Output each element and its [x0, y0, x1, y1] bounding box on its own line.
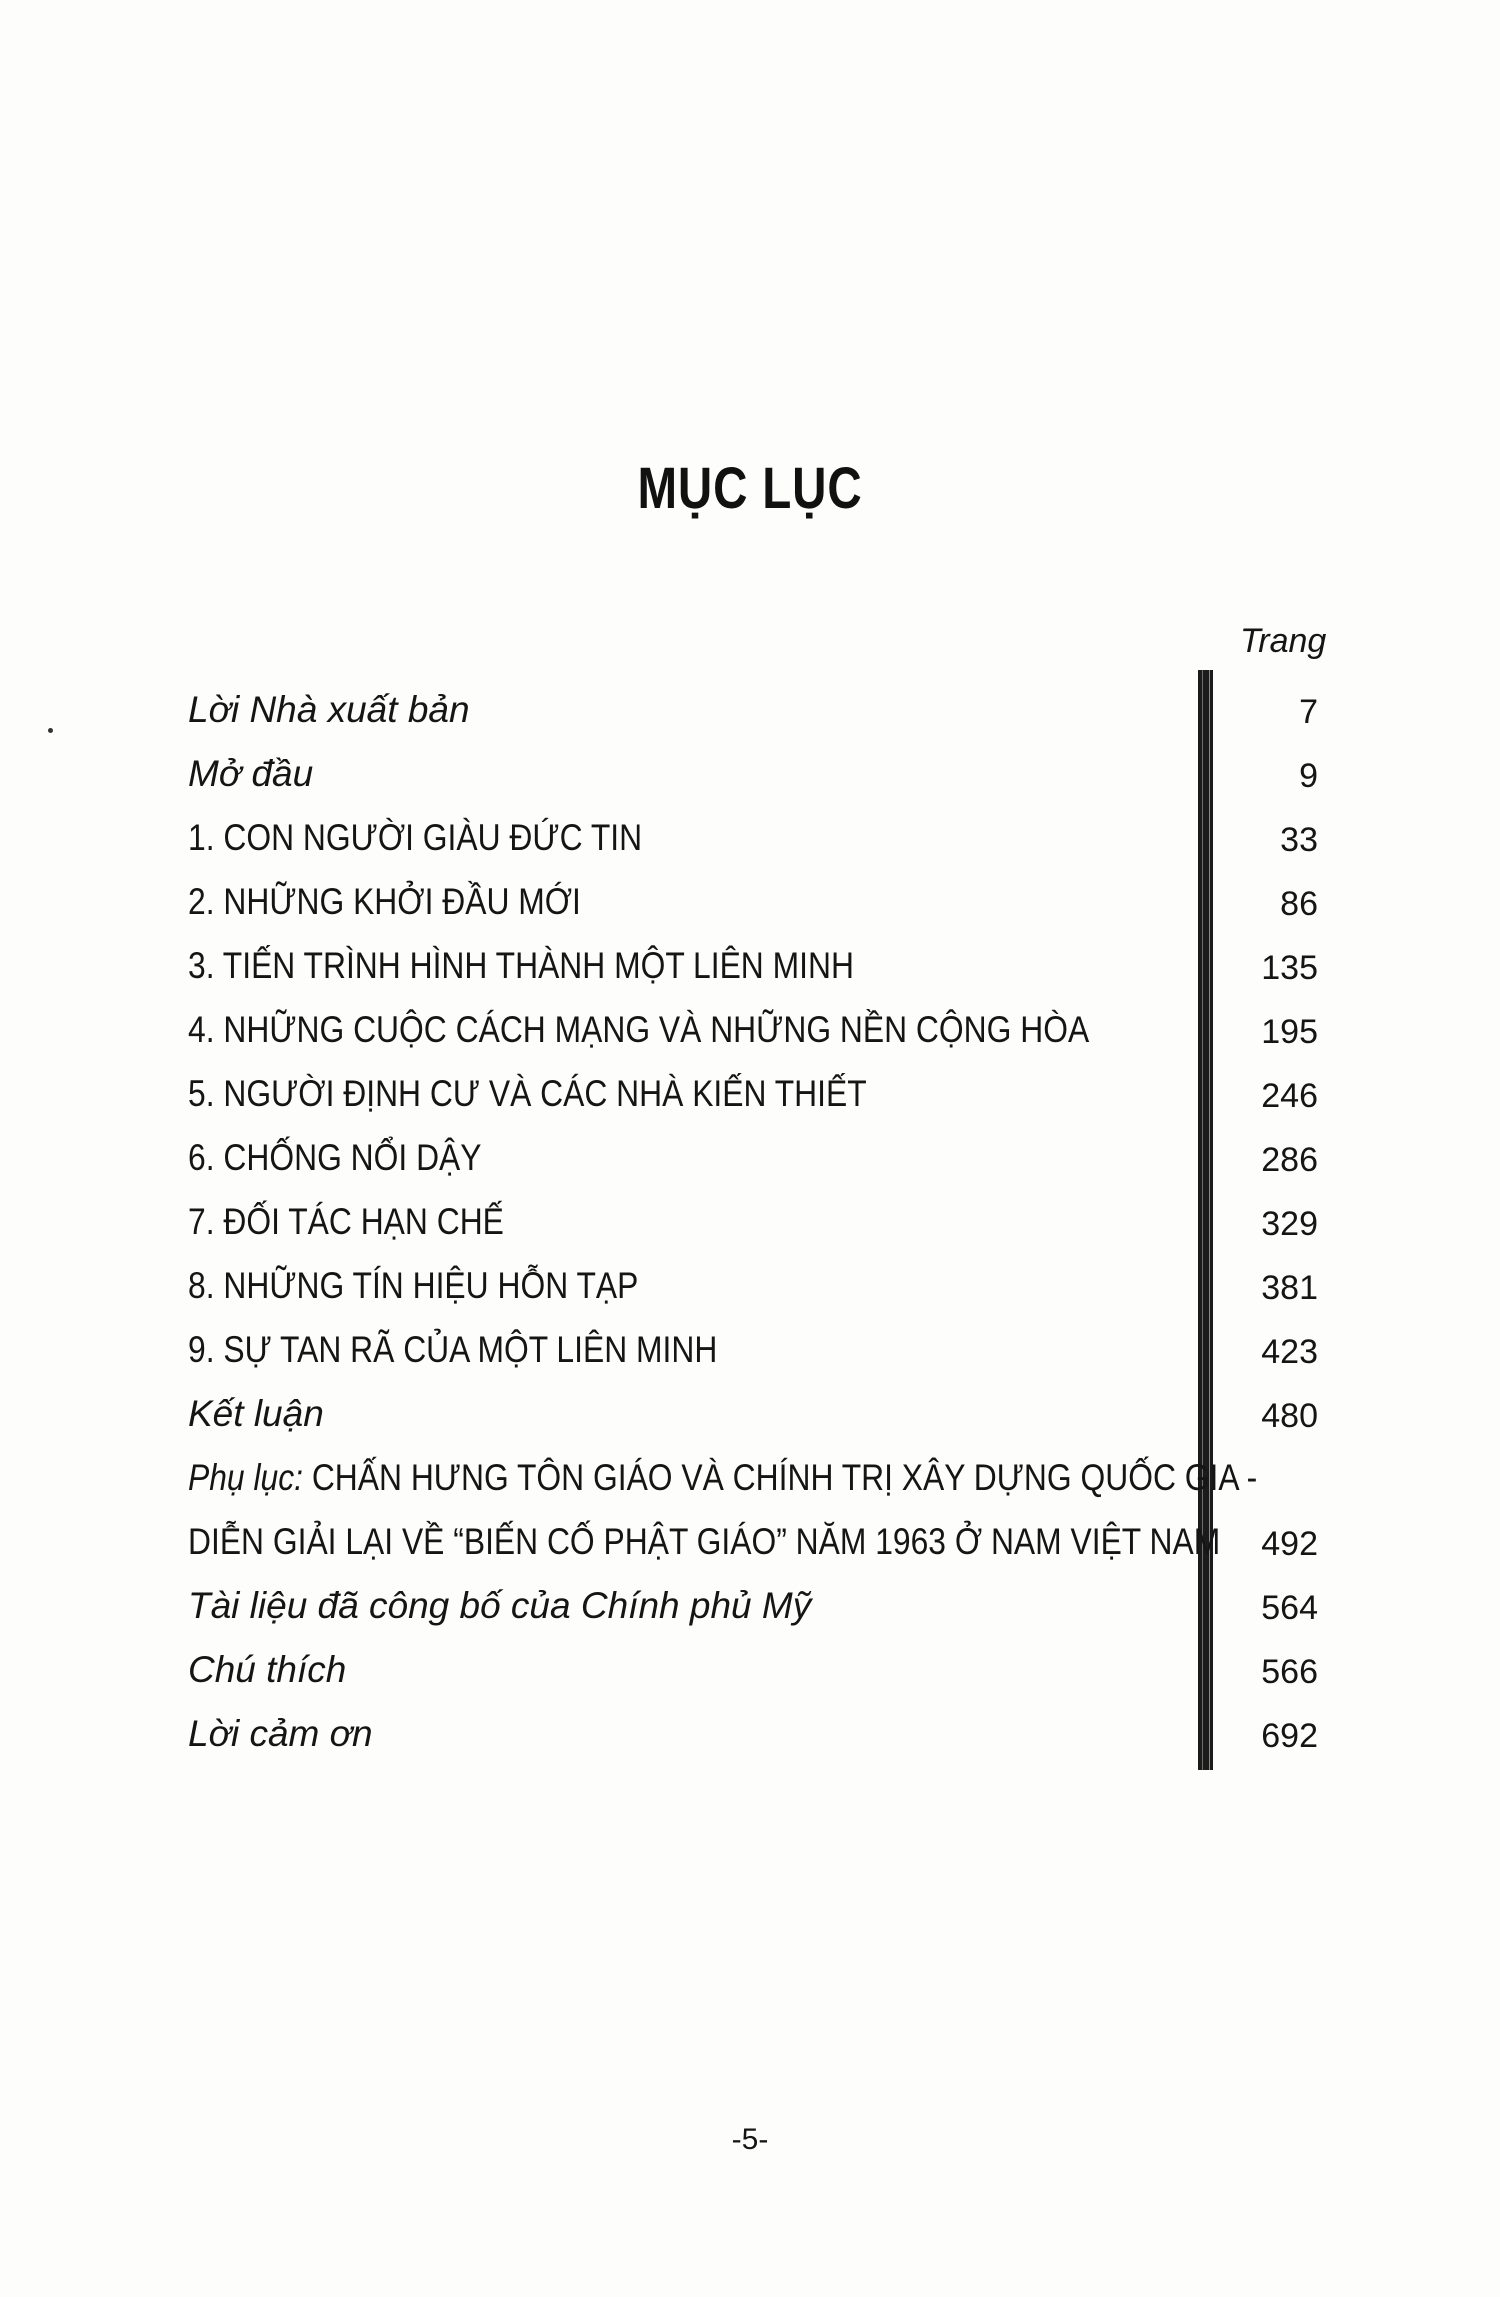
toc-entry-page: 286 — [1261, 1141, 1318, 1179]
toc-entry-chapter-6[interactable] — [188, 1136, 1318, 1200]
toc-entry-label: Lời cảm ơn — [188, 1713, 373, 1754]
toc-entry-label: Chú thích — [188, 1649, 347, 1690]
toc-entry-page: 692 — [1261, 1717, 1318, 1755]
toc-entry-appendix[interactable] — [188, 1456, 1318, 1584]
toc-entry-label: Tài liệu đã công bố của Chính phủ Mỹ — [188, 1585, 812, 1626]
toc-entry-page: 480 — [1261, 1397, 1318, 1435]
toc-entry-chapter-5[interactable] — [188, 1072, 1318, 1136]
toc-entry-label: 5. NGƯỜI ĐỊNH CƯ VÀ CÁC NHÀ KIẾN THIẾT — [188, 1073, 867, 1114]
page-title: MỤC LỤC — [637, 456, 863, 521]
toc-entry-chapter-4[interactable] — [188, 1008, 1318, 1072]
toc-entry-us-documents[interactable] — [188, 1584, 1318, 1648]
appendix-title-line-2: DIỄN GIẢI LẠI VỀ “BIẾN CỐ PHẬT GIÁO” NĂM 1963 Ở NAM VIỆT NAM — [188, 1521, 1221, 1562]
toc-entry-label: Mở đầu — [188, 753, 314, 794]
toc-entry-introduction[interactable] — [188, 752, 1318, 816]
toc-entry-page: 566 — [1261, 1653, 1318, 1691]
toc-entry-page: 564 — [1261, 1589, 1318, 1627]
toc-entry-chapter-9[interactable] — [188, 1328, 1318, 1392]
toc-entry-label: 7. ĐỐI TÁC HẠN CHẾ — [188, 1201, 504, 1242]
toc-entry-page: 9 — [1299, 757, 1318, 795]
toc-entry-page: 492 — [1261, 1525, 1318, 1563]
toc-entry-chapter-2[interactable] — [188, 880, 1318, 944]
toc-entry-label: 4. NHỮNG CUỘC CÁCH MẠNG VÀ NHỮNG NỀN CỘNG HÒA — [188, 1009, 1090, 1050]
toc-entry-page: 381 — [1261, 1269, 1318, 1307]
toc-entry-label — [188, 1446, 1257, 1574]
toc-entry-page: 7 — [1299, 693, 1318, 731]
appendix-title-line-1: CHẤN HƯNG TÔN GIÁO VÀ CHÍNH TRỊ XÂY DỰNG QUỐC GIA - — [311, 1457, 1258, 1498]
toc-entry-label: Lời Nhà xuất bản — [188, 689, 470, 730]
toc-entry-chapter-3[interactable] — [188, 944, 1318, 1008]
toc-entry-chapter-1[interactable] — [188, 816, 1318, 880]
toc-entry-label: 2. NHỮNG KHỞI ĐẦU MỚI — [188, 881, 581, 922]
toc-entry-page: 86 — [1280, 885, 1318, 923]
toc-entry-page: 195 — [1261, 1013, 1318, 1051]
toc-entry-label: 8. NHỮNG TÍN HIỆU HỖN TẠP — [188, 1265, 639, 1306]
toc-entry-label: Kết luận — [188, 1393, 324, 1434]
toc-entry-label: 9. SỰ TAN RÃ CỦA MỘT LIÊN MINH — [188, 1329, 718, 1370]
toc-entry-page: 246 — [1261, 1077, 1318, 1115]
toc-entry-page: 33 — [1280, 821, 1318, 859]
appendix-prefix: Phụ lục: — [188, 1457, 303, 1498]
table-of-contents — [188, 688, 1318, 1776]
toc-entry-label: 1. CON NGƯỜI GIÀU ĐỨC TIN — [188, 817, 643, 858]
stray-mark — [48, 728, 53, 733]
toc-entry-notes[interactable] — [188, 1648, 1318, 1712]
toc-entry-acknowledgments[interactable] — [188, 1712, 1318, 1776]
page-number: -5- — [731, 2123, 769, 2156]
toc-entry-label: 3. TIẾN TRÌNH HÌNH THÀNH MỘT LIÊN MINH — [188, 945, 854, 986]
toc-entry-page: 423 — [1261, 1333, 1318, 1371]
toc-entry-page: 329 — [1261, 1205, 1318, 1243]
page-column-header: Trang — [1240, 622, 1327, 660]
toc-entry-label: 6. CHỐNG NỔI DẬY — [188, 1137, 482, 1178]
toc-entry-publisher-note[interactable] — [188, 688, 1318, 752]
toc-entry-chapter-7[interactable] — [188, 1200, 1318, 1264]
toc-entry-chapter-8[interactable] — [188, 1264, 1318, 1328]
toc-entry-page: 135 — [1261, 949, 1318, 987]
